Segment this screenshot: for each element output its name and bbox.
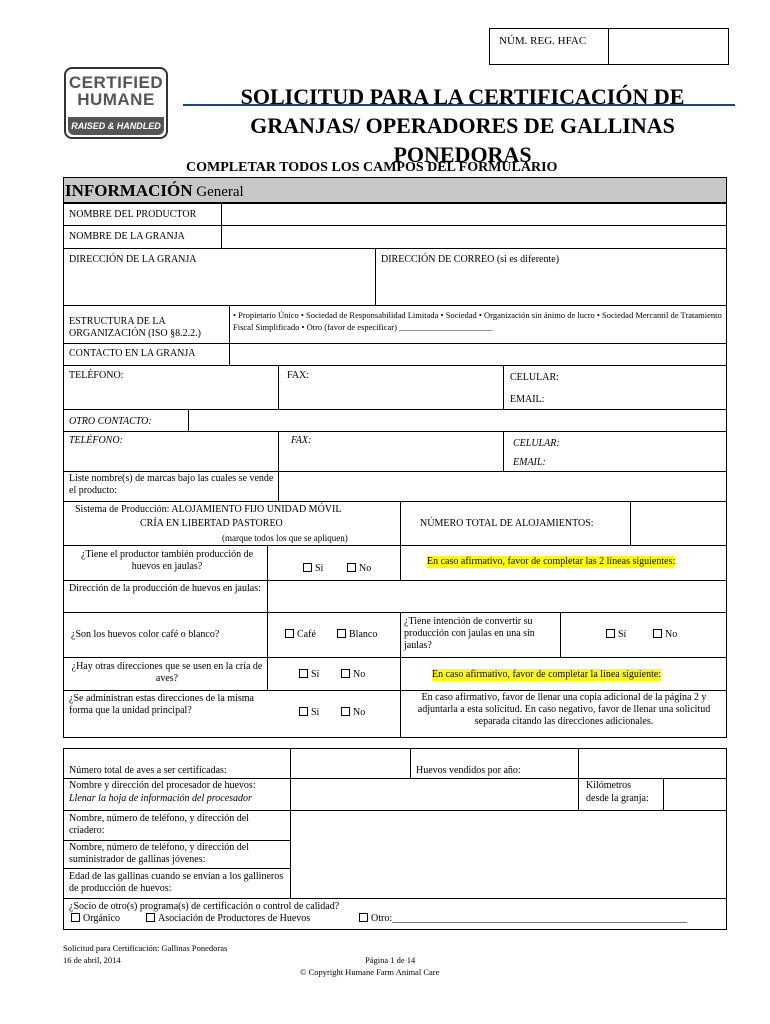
huevos-input[interactable] (580, 750, 725, 777)
label-direccion-correo: DIRECCIÓN DE CORREO (si es diferente) (381, 254, 560, 265)
label-huevos: Huevos vendidos por año: (416, 765, 521, 776)
label-socio: ¿Socio de otro(s) programa(s) de certificación o control de calidad? (69, 901, 340, 912)
jaulas-no[interactable] (347, 563, 371, 575)
label-procesador: Nombre y dirección del procesador de huevos: (69, 780, 256, 791)
section-title-rest: General (192, 184, 244, 200)
logo-line1: CERTIFIED (68, 73, 164, 92)
footer-doc: Solicitud para Certificación: Gallinas Ponedoras (63, 943, 228, 953)
footer-date: 16 de abril, 2014 (63, 955, 121, 965)
label-aves: Número total de aves a ser certificadas: (69, 765, 227, 776)
misma-si-label: Sí (311, 707, 320, 718)
section-title (65, 181, 244, 202)
jaulas-note: En caso afirmativo, favor de completar las 2 líneas siguientes: (427, 556, 676, 567)
direccion-correo-input[interactable] (377, 268, 725, 304)
label-telefono: TELÉFONO: (69, 370, 124, 381)
direccion-jaulas-input[interactable] (269, 582, 725, 611)
footer-copyright: © Copyright Humane Farm Animal Care (300, 967, 440, 977)
label-email: EMAIL: (510, 394, 545, 405)
checkbox-icon (359, 913, 368, 922)
certified-humane-logo (64, 67, 168, 139)
convertir-si-label: Sí (618, 629, 627, 640)
label-email-2: EMAIL: (513, 457, 546, 468)
otro-contacto-input[interactable] (190, 411, 725, 430)
color-blanco-label: Blanco (349, 629, 378, 640)
criadero-suministrador-edad-input[interactable] (292, 812, 725, 897)
checkbox-icon (347, 563, 356, 572)
label-otro-contacto: OTRO CONTACTO: (69, 416, 152, 427)
label-fax-2: FAX: (291, 435, 312, 446)
sistema-line2[interactable]: CRÍA EN LIBERTAD PASTOREO (140, 518, 283, 529)
direccion-granja-input[interactable] (65, 268, 373, 304)
checkbox-icon (71, 913, 80, 922)
color-cafe[interactable] (285, 629, 316, 641)
socio-organico-label: Orgánico (83, 913, 121, 924)
jaulas-si-label: Sí (315, 563, 324, 574)
label-celular: CELULAR: (510, 372, 559, 383)
title-line1: SOLICITUD PARA LA CERTIFICACIÓN DE (240, 84, 685, 109)
jaulas-question: ¿Tiene el productor también producción de huevos en jaulas? (80, 549, 254, 572)
color-blanco[interactable] (337, 629, 377, 641)
convertir-no[interactable] (653, 629, 677, 641)
convertir-no-label: No (665, 629, 678, 640)
color-question: ¿Son los huevos color café o blanco? (71, 629, 220, 640)
otras-note: En caso afirmativo, favor de completar la línea siguiente: (432, 669, 662, 680)
misma-note: En caso afirmativo, favor de llenar una copia adicional de la página 2 y adjuntarla a esta solicitud. En caso negativo, favor de llenar una solicitud separada citando las direcciones adicionales. (417, 692, 711, 727)
label-numero-alojamientos: NÚMERO TOTAL DE ALOJAMIENTOS: (420, 518, 594, 529)
color-cafe-label: Café (297, 629, 316, 640)
estructura-options[interactable]: • Propietario Único • Sociedad de Responsabilidad Limitada • Sociedad • Organización sin ánimo de lucro • Sociedad Mercantil de Tratamiento Fiscal Simplificado • Otro (favor de especificar) ______________________ (233, 310, 722, 332)
granja-input[interactable] (223, 227, 725, 247)
socio-asociacion[interactable] (146, 913, 310, 925)
logo-line3: RAISED & HANDLED (68, 117, 164, 135)
subtitle: COMPLETAR TODOS LOS CAMPOS DEL FORMULARIO (186, 160, 558, 175)
otras-no[interactable] (341, 669, 365, 681)
reg-divider (608, 28, 609, 65)
footer-page: Página 1 de 14 (365, 955, 416, 965)
checkbox-icon (146, 913, 155, 922)
misma-si[interactable] (299, 707, 319, 719)
checkbox-icon (299, 669, 308, 678)
reg-label: NÚM. REG. HFAC (499, 35, 587, 47)
otras-si[interactable] (299, 669, 319, 681)
misma-no[interactable] (341, 707, 365, 719)
checkbox-icon (303, 563, 312, 572)
label-criadero: Nombre, número de teléfono, y dirección del criadero: (69, 813, 249, 836)
socio-otro[interactable] (359, 913, 687, 925)
label-procesador-note: Llenar la hoja de información del procesador (69, 793, 252, 804)
checkbox-icon (606, 629, 615, 638)
convertir-question: ¿Tiene intención de convertir su producción con jaulas en una sin jaulas? (404, 616, 535, 651)
label-km-2: desde la granja: (586, 793, 649, 804)
reg-number-field[interactable] (610, 29, 727, 64)
label-estructura: ESTRUCTURA DE LA ORGANIZACIÓN (ISO §8.2.2.) (69, 316, 201, 339)
label-telefono-2: TELÉFONO: (69, 435, 123, 446)
checkbox-icon (341, 669, 350, 678)
checkbox-icon (285, 629, 294, 638)
label-suministrador: Nombre, número de teléfono, y dirección del suministrador de gallinas jóvenes: (69, 842, 249, 865)
title-line3: PONEDORAS (393, 142, 532, 167)
convertir-si[interactable] (606, 629, 626, 641)
productor-input[interactable] (223, 205, 725, 224)
socio-asociacion-label: Asociación de Productores de Huevos (158, 913, 311, 924)
label-direccion-jaulas: Dirección de la producción de huevos en jaulas: (69, 583, 261, 594)
label-granja: NOMBRE DE LA GRANJA (69, 231, 185, 242)
misma-no-label: No (353, 707, 366, 718)
label-productor: NOMBRE DEL PRODUCTOR (69, 209, 197, 220)
checkbox-icon (337, 629, 346, 638)
jaulas-si[interactable] (303, 563, 323, 575)
socio-otro-label: Otro:___________________________________________________________ (371, 913, 688, 924)
numero-alojamientos-input[interactable] (632, 503, 725, 544)
label-edad: Edad de las gallinas cuando se envían a los gallineros de producción de huevos: (69, 871, 284, 894)
jaulas-no-label: No (359, 563, 372, 574)
socio-organico[interactable] (71, 913, 120, 925)
aves-input[interactable] (292, 750, 408, 777)
label-km-1: Kilómetros (586, 780, 631, 791)
procesador-input[interactable] (292, 780, 576, 809)
sistema-line1[interactable]: Sistema de Producción: ALOJAMIENTO FIJO UNIDAD MÓVIL (75, 504, 342, 515)
misma-question: ¿Se administran estas direcciones de la misma forma que la unidad principal? (69, 693, 254, 716)
checkbox-icon (341, 707, 350, 716)
otras-question: ¿Hay otras direcciones que se usen en la cría de aves? (71, 661, 263, 684)
title-line2: GRANJAS/ OPERADORES DE GALLINAS (250, 113, 675, 138)
label-direccion-granja: DIRECCIÓN DE LA GRANJA (69, 254, 197, 265)
sistema-line3: (marque todos los que se apliquen) (222, 533, 348, 543)
km-input[interactable] (665, 780, 725, 809)
contacto-input[interactable] (231, 345, 725, 364)
checkbox-icon (299, 707, 308, 716)
marcas-input[interactable] (280, 473, 725, 500)
label-celular-2: CELULAR: (513, 438, 560, 449)
label-fax: FAX: (287, 370, 310, 381)
label-contacto: CONTACTO EN LA GRANJA (69, 348, 196, 359)
section-title-big: INFORMACIÓN (65, 181, 193, 200)
checkbox-icon (653, 629, 662, 638)
otras-no-label: No (353, 669, 366, 680)
logo-line2: HUMANE (77, 90, 155, 109)
otras-si-label: Sí (311, 669, 320, 680)
label-marcas: Liste nombre(s) de marcas bajo las cuales se vende el producto: (69, 473, 274, 496)
